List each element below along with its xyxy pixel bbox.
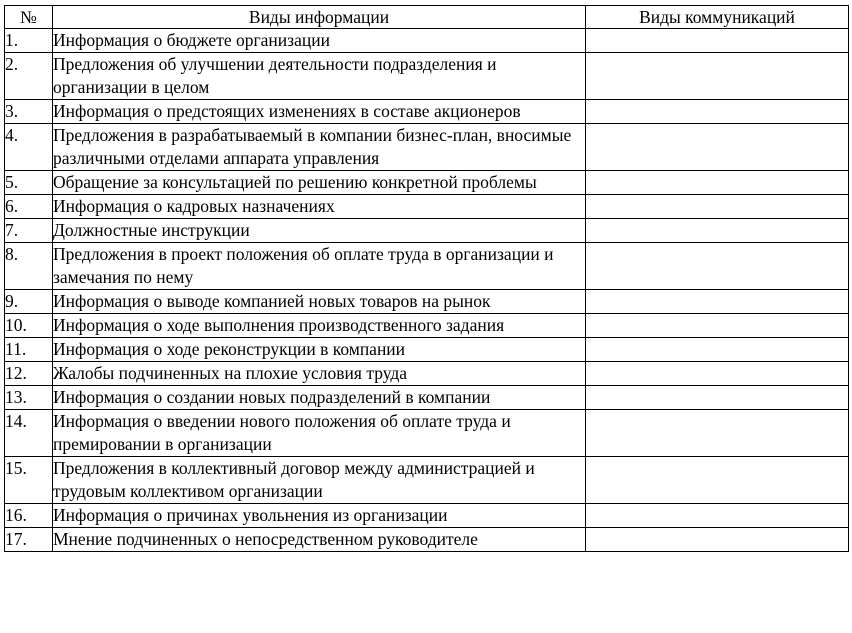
communication-type-cell[interactable] bbox=[586, 410, 849, 457]
row-number: 13. bbox=[5, 386, 53, 410]
communication-type-cell[interactable] bbox=[586, 100, 849, 124]
communication-type-cell[interactable] bbox=[586, 290, 849, 314]
table-row bbox=[5, 53, 849, 100]
row-number: 14. bbox=[5, 410, 53, 457]
information-type-cell: Информация о причинах увольнения из организации bbox=[53, 504, 586, 528]
row-number: 7. bbox=[5, 219, 53, 243]
row-number: 15. bbox=[5, 457, 53, 504]
table-row bbox=[5, 195, 849, 219]
communication-type-cell[interactable] bbox=[586, 338, 849, 362]
table-row bbox=[5, 243, 849, 290]
table-body bbox=[5, 29, 849, 552]
communication-type-cell[interactable] bbox=[586, 29, 849, 53]
table-row bbox=[5, 314, 849, 338]
row-number: 8. bbox=[5, 243, 53, 290]
communication-type-cell[interactable] bbox=[586, 528, 849, 552]
communication-type-cell[interactable] bbox=[586, 457, 849, 504]
table-row bbox=[5, 219, 849, 243]
table-row bbox=[5, 386, 849, 410]
information-types-table bbox=[4, 5, 849, 552]
row-number: 4. bbox=[5, 124, 53, 171]
row-number: 16. bbox=[5, 504, 53, 528]
header-communication-types: Виды коммуникаций bbox=[586, 6, 849, 29]
information-type-cell: Информация о введении нового положения об оплате труда и премировании в организации bbox=[53, 410, 586, 457]
table-row bbox=[5, 29, 849, 53]
row-number: 9. bbox=[5, 290, 53, 314]
information-type-cell: Обращение за консультацией по решению конкретной проблемы bbox=[53, 171, 586, 195]
information-type-cell: Предложения в коллективный договор между администрацией и трудовым коллективом организации bbox=[53, 457, 586, 504]
row-number: 12. bbox=[5, 362, 53, 386]
communication-type-cell[interactable] bbox=[586, 53, 849, 100]
communication-type-cell[interactable] bbox=[586, 243, 849, 290]
row-number: 10. bbox=[5, 314, 53, 338]
communication-type-cell[interactable] bbox=[586, 171, 849, 195]
information-type-cell: Информация о создании новых подразделений в компании bbox=[53, 386, 586, 410]
information-type-cell: Информация о выводе компанией новых товаров на рынок bbox=[53, 290, 586, 314]
table-header-row bbox=[5, 6, 849, 29]
information-type-cell: Мнение подчиненных о непосредственном руководителе bbox=[53, 528, 586, 552]
row-number: 1. bbox=[5, 29, 53, 53]
information-type-cell: Должностные инструкции bbox=[53, 219, 586, 243]
header-information-types: Виды информации bbox=[53, 6, 586, 29]
communication-type-cell[interactable] bbox=[586, 386, 849, 410]
table-row bbox=[5, 504, 849, 528]
communication-type-cell[interactable] bbox=[586, 124, 849, 171]
table-row bbox=[5, 362, 849, 386]
row-number: 6. bbox=[5, 195, 53, 219]
row-number: 3. bbox=[5, 100, 53, 124]
information-type-cell: Информация о кадровых назначениях bbox=[53, 195, 586, 219]
table-row bbox=[5, 290, 849, 314]
information-type-cell: Информация о предстоящих изменениях в составе акционеров bbox=[53, 100, 586, 124]
table-row bbox=[5, 457, 849, 504]
information-type-cell: Предложения в разрабатываемый в компании бизнес-план, вносимые различными отделами аппарата управления bbox=[53, 124, 586, 171]
information-type-cell: Информация о бюджете организации bbox=[53, 29, 586, 53]
row-number: 5. bbox=[5, 171, 53, 195]
row-number: 2. bbox=[5, 53, 53, 100]
information-type-cell: Предложения об улучшении деятельности подразделения и организации в целом bbox=[53, 53, 586, 100]
table-row bbox=[5, 100, 849, 124]
communication-type-cell[interactable] bbox=[586, 314, 849, 338]
information-type-cell: Информация о ходе выполнения производственного задания bbox=[53, 314, 586, 338]
row-number: 17. bbox=[5, 528, 53, 552]
communication-type-cell[interactable] bbox=[586, 219, 849, 243]
information-type-cell: Информация о ходе реконструкции в компании bbox=[53, 338, 586, 362]
table-row bbox=[5, 410, 849, 457]
table-row bbox=[5, 124, 849, 171]
table-row bbox=[5, 338, 849, 362]
table-row bbox=[5, 171, 849, 195]
communication-type-cell[interactable] bbox=[586, 504, 849, 528]
communication-type-cell[interactable] bbox=[586, 195, 849, 219]
row-number: 11. bbox=[5, 338, 53, 362]
information-type-cell: Жалобы подчиненных на плохие условия труда bbox=[53, 362, 586, 386]
communication-type-cell[interactable] bbox=[586, 362, 849, 386]
table-row bbox=[5, 528, 849, 552]
information-type-cell: Предложения в проект положения об оплате труда в организации и замечания по нему bbox=[53, 243, 586, 290]
header-number: № bbox=[5, 6, 53, 29]
